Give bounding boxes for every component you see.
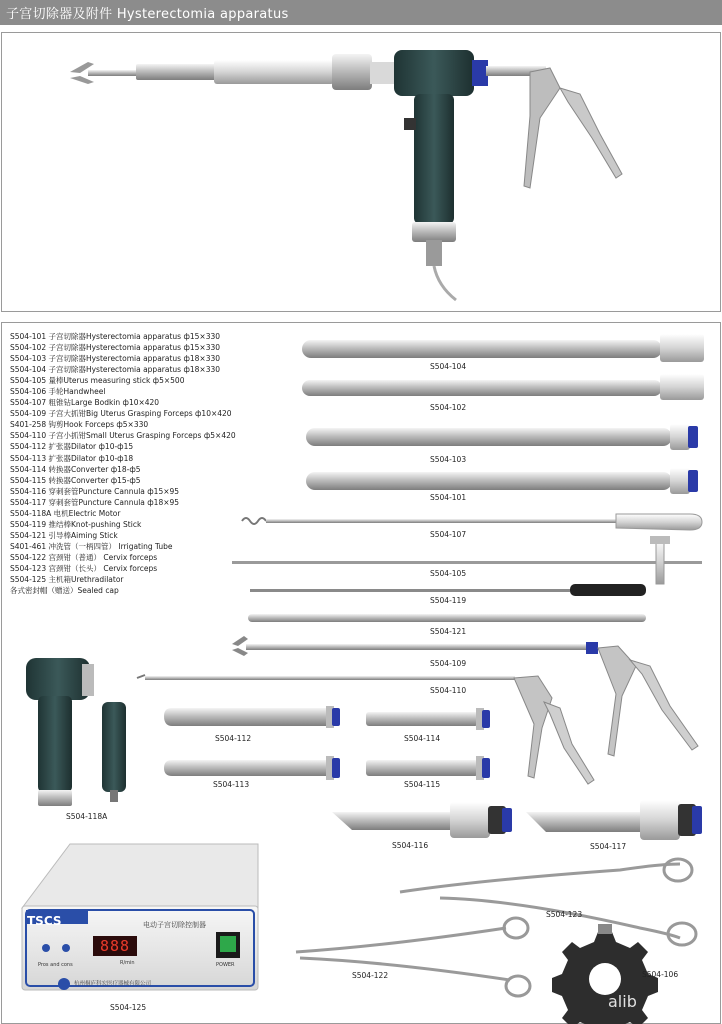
spec-item: S504-123 宫颈钳（长头） Cervix forceps [10, 563, 158, 573]
spec-item: S504-117 穿刺套管Puncture Cannula ф18×95 [10, 497, 180, 507]
part-label: S504-101 [430, 493, 467, 502]
controller-unit-label: R/min [120, 960, 135, 966]
aiming-stick-121-image [248, 614, 646, 622]
large-bodkin-107-image [242, 514, 702, 530]
spec-item: S504-106 手轮Handwheel [10, 387, 106, 397]
spec-list [10, 331, 310, 596]
part-label: S504-109 [430, 659, 467, 668]
spec-item: S504-116 穿刺套管Puncture Cannula ф15×95 [10, 486, 180, 496]
part-label: S504-103 [430, 455, 467, 464]
spec-item: S504-109 子宫大抓钳Big Uterus Grasping Forceps ф10×420 [10, 409, 232, 419]
part-label: S504-102 [430, 403, 467, 412]
part-label: S504-123 [546, 910, 583, 919]
electric-motor-118a-image [26, 658, 126, 806]
controller-button-label: Pros and cons [38, 962, 73, 968]
part-label: S504-125 [110, 1003, 147, 1012]
spec-item: S504-114 转换器Converter ф18-ф5 [10, 464, 141, 474]
controller-title: 电动子宫切除控制器 [143, 921, 206, 929]
part-label: S504-104 [430, 362, 467, 371]
spec-item: S504-110 子宫小抓钳Small Uterus Grasping Forceps ф5×420 [10, 431, 236, 441]
part-label: S504-121 [430, 627, 467, 636]
cannula-101-image [306, 468, 698, 494]
spec-item: S504-121 引导棒Aiming Stick [10, 530, 118, 540]
spec-item: S504-102 子宫切除器Hysterectomia apparatus ф15×330 [10, 343, 221, 353]
dilator-112-image [164, 706, 340, 728]
watermark: alib [608, 992, 637, 1011]
spec-item: S504-112 扩张器Dilator ф10-ф15 [10, 442, 134, 452]
part-label: S504-105 [430, 569, 467, 578]
spec-item: S504-119 推结棒Knot-pushing Stick [10, 519, 142, 529]
cervix-forceps-122-image [296, 918, 530, 996]
controller-footer: 杭州桐庐科宏医疗器械有限公司 [74, 981, 152, 987]
grasping-forceps-109-image [232, 636, 698, 756]
puncture-cannula-117-image [526, 800, 702, 840]
controller-power-label: POWER [216, 962, 235, 968]
spec-item: S504-101 子宫切除器Hysterectomia apparatus ф15×330 [10, 332, 221, 341]
spec-item: S401-258 钩剪Hook Forceps ф5×330 [10, 420, 149, 430]
cannula-104-image [302, 334, 704, 362]
part-label: S504-119 [430, 596, 467, 605]
dilator-113-image [164, 756, 340, 780]
part-label: S504-117 [590, 842, 627, 851]
spec-item: S504-118A 电机Electric Motor [10, 508, 121, 518]
spec-item: S504-125 主机箱Urethradilator [10, 575, 124, 585]
cannula-103-image [306, 424, 698, 450]
part-label: S504-112 [215, 734, 252, 743]
controller-brand-logo: TSCS [27, 914, 62, 928]
spec-item: S401-461 冲洗管（一柄四管） Irrigating Tube [10, 541, 173, 551]
spec-item: S504-115 转换器Converter ф15-ф5 [10, 475, 141, 485]
part-label: S504-107 [430, 530, 467, 539]
spec-item: S504-107 粗锥钻Large Bodkin ф10×420 [10, 398, 160, 408]
page-title: 子宫切除器及附件 Hysterectomia apparatus [6, 7, 289, 22]
part-label: S504-114 [404, 734, 441, 743]
spec-item: S504-113 扩张器Dilator ф10-ф18 [10, 453, 134, 463]
main-apparatus-image [70, 50, 622, 300]
spec-item: S504-105 量棒Uterus measuring stick ф5×500 [10, 376, 185, 386]
spec-item: S504-103 子宫切除器Hysterectomia apparatus ф18×330 [10, 354, 221, 364]
part-label: S504-122 [352, 971, 389, 980]
controller-rpm-display: 888 [93, 936, 137, 956]
cannula-102-image [302, 374, 704, 400]
part-label: S504-118A [66, 812, 108, 821]
converter-115-image [366, 756, 490, 780]
part-label: S504-110 [430, 686, 467, 695]
part-label: S504-115 [404, 780, 441, 789]
spec-item: S504-122 宫颈钳（普通） Cervix forceps [10, 552, 158, 562]
part-label: S504-113 [213, 780, 250, 789]
cervix-forceps-123-image [400, 859, 696, 945]
puncture-cannula-116-image [332, 802, 512, 838]
converter-114-image [366, 708, 490, 730]
part-label: S504-116 [392, 841, 429, 850]
spec-item: S504-104 子宫切除器Hysterectomia apparatus ф18×330 [10, 365, 221, 375]
part-label: S504-106 [642, 970, 679, 979]
spec-item: 各式密封帽（赠送）Sealed cap [10, 586, 119, 596]
